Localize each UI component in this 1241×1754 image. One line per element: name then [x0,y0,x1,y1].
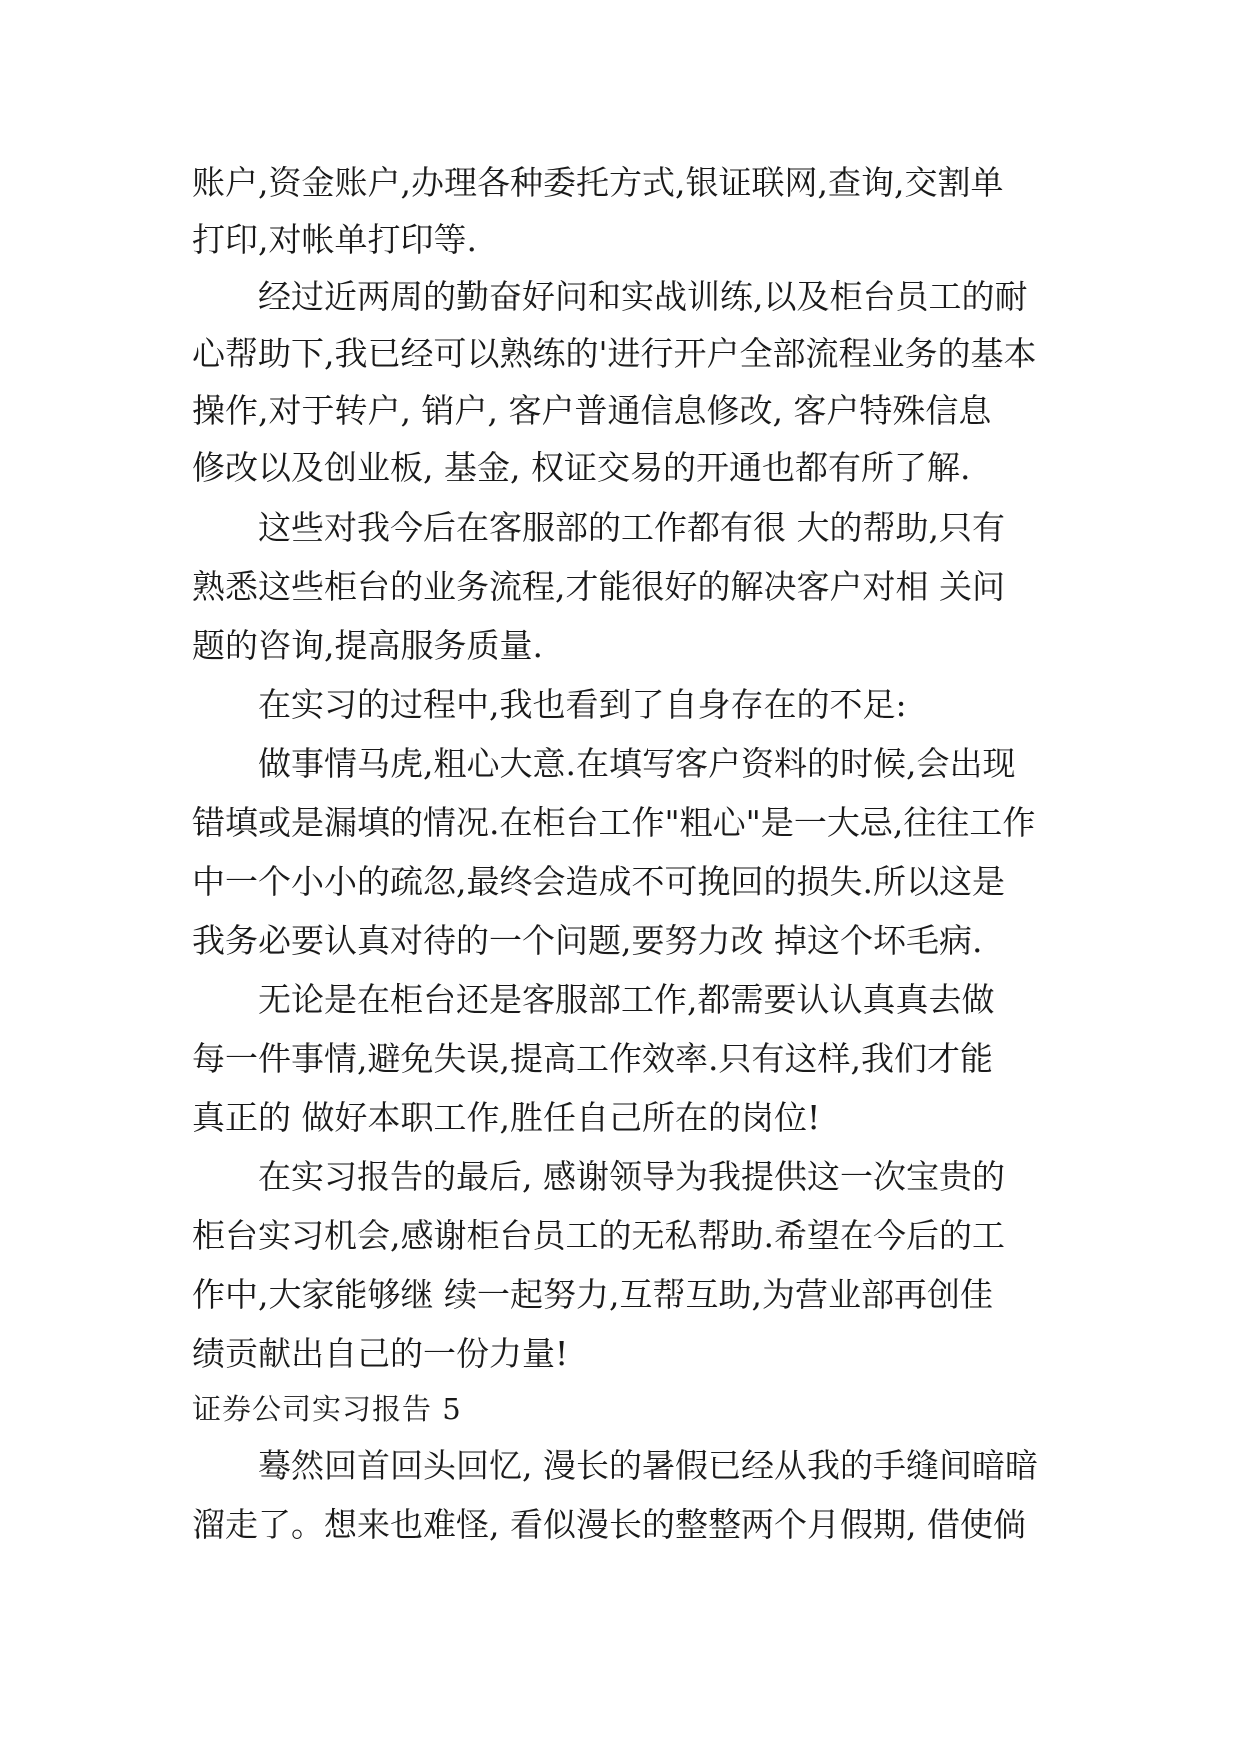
paragraph-first-line: 做事情马虎,粗心大意.在填写客户资料的时候,会出现 [258,744,1016,783]
paragraph-first-line: 在实习报告的最后, 感谢领导为我提供这一次宝贵的 [258,1157,1005,1196]
text-line: 账户,资金账户,办理各种委托方式,银证联网,查询,交割单 [192,163,1004,202]
section-heading: 证券公司实习报告 5 [192,1392,462,1426]
text-line: 心帮助下,我已经可以熟练的'进行开户全部流程业务的基本 [192,334,1037,373]
text-line: 操作,对于转户, 销户, 客户普通信息修改, 客户特殊信息 [192,391,992,430]
text-line: 绩贡献出自己的一份力量! [192,1334,569,1373]
text-line: 我务必要认真对待的一个问题,要努力改 掉这个坏毛病. [192,921,983,960]
text-line: 柜台实习机会,感谢柜台员工的无私帮助.希望在今后的工 [192,1216,1005,1255]
text-line: 作中,大家能够继 续一起努力,互帮互助,为营业部再创佳 [192,1275,993,1314]
text-line: 溜走了。想来也难怪, 看似漫长的整整两个月假期, 借使倘 [192,1505,1026,1544]
paragraph-first-line: 这些对我今后在客服部的工作都有很 大的帮助,只有 [258,508,1005,547]
text-line: 错填或是漏填的情况.在柜台工作"粗心"是一大忌,往往工作 [192,803,1036,842]
text-line: 修改以及创业板, 基金, 权证交易的开通也都有所了解. [192,448,971,487]
text-line: 每一件事情,避免失误,提高工作效率.只有这样,我们才能 [192,1039,993,1078]
paragraph-first-line: 在实习的过程中,我也看到了自身存在的不足: [258,685,907,724]
paragraph-first-line: 经过近两周的勤奋好问和实战训练,以及柜台员工的耐 [258,277,1028,316]
text-line: 中一个小小的疏忽,最终会造成不可挽回的损失.所以这是 [192,862,1005,901]
text-line: 熟悉这些柜台的业务流程,才能很好的解决客户对相 关问 [192,567,1005,606]
text-line: 打印,对帐单打印等. [192,220,477,259]
text-line: 真正的 做好本职工作,胜任自己所在的岗位! [192,1098,821,1137]
text-line: 题的咨询,提高服务质量. [192,626,543,665]
paragraph-first-line: 无论是在柜台还是客服部工作,都需要认认真真去做 [258,980,995,1019]
paragraph-first-line: 蓦然回首回头回忆, 漫长的暑假已经从我的手缝间暗暗 [258,1446,1038,1485]
